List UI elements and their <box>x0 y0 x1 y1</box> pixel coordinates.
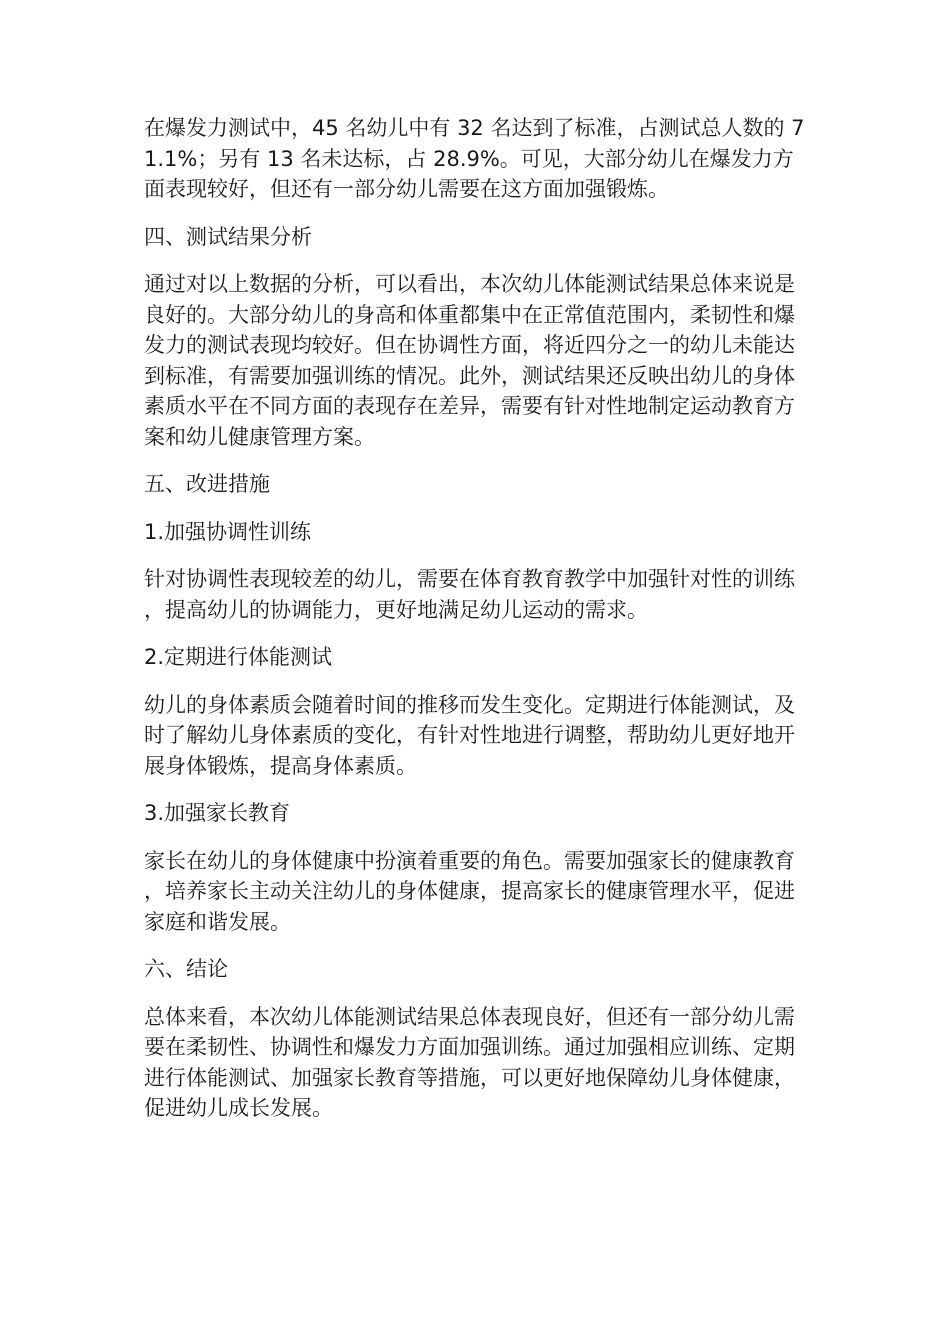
paragraph-parent-education: 家长在幼儿的身体健康中扮演着重要的角色。需要加强家长的健康教育，培养家长主动关注幼儿的身体健康，提高家长的健康管理水平，促进家庭和谐发展。 <box>144 848 795 934</box>
section-heading-analysis: 四、测试结果分析 <box>144 224 312 249</box>
subheading-coordination-training: 1.加强协调性训练 <box>144 519 312 544</box>
section-heading-conclusion: 六、结论 <box>144 957 228 981</box>
section-heading-improvements: 五、改进措施 <box>144 472 270 496</box>
paragraph-conclusion: 总体来看，本次幼儿体能测试结果总体表现良好，但还有一部分幼儿需要在柔韧性、协调性和爆发力方面加强训练。通过加强相应训练、定期进行体能测试、加强家长教育等措施，可以更好地保障幼儿身体健康，促进幼儿成长发展。 <box>144 1004 795 1120</box>
paragraph-analysis: 通过对以上数据的分析，可以看出，本次幼儿体能测试结果总体来说是良好的。大部分幼儿的身高和体重都集中在正常值范围内，柔韧性和爆发力的测试表现均较好。但在协调性方面，将近四分之一的幼儿未能达到标准，有需要加强训练的情况。此外，测试结果还反映出幼儿的身体素质水平在不同方面的表现存在差异，需要有针对性地制定运动教育方案和幼儿健康管理方案。 <box>144 272 795 449</box>
document-body <box>144 113 812 1141</box>
paragraph-explosive-power-results: 在爆发力测试中，45 名幼儿中有 32 名达到了标准，占测试总人数的 71.1%；另有 13 名未达标，占 28.9%。可见，大部分幼儿在爆发力方面表现较好，但还有一部分幼儿需要在这方面加强锻炼。 <box>144 116 805 201</box>
paragraph-coordination-training: 针对协调性表现较差的幼儿，需要在体育教育教学中加强针对性的训练，提高幼儿的协调能力，更好地满足幼儿运动的需求。 <box>144 567 795 622</box>
paragraph-regular-testing: 幼儿的身体素质会随着时间的推移而发生变化。定期进行体能测试，及时了解幼儿身体素质的变化，有针对性地进行调整，帮助幼儿更好地开展身体锻炼，提高身体素质。 <box>144 692 795 778</box>
subheading-parent-education: 3.加强家长教育 <box>144 801 291 825</box>
subheading-regular-testing: 2.定期进行体能测试 <box>144 645 333 669</box>
